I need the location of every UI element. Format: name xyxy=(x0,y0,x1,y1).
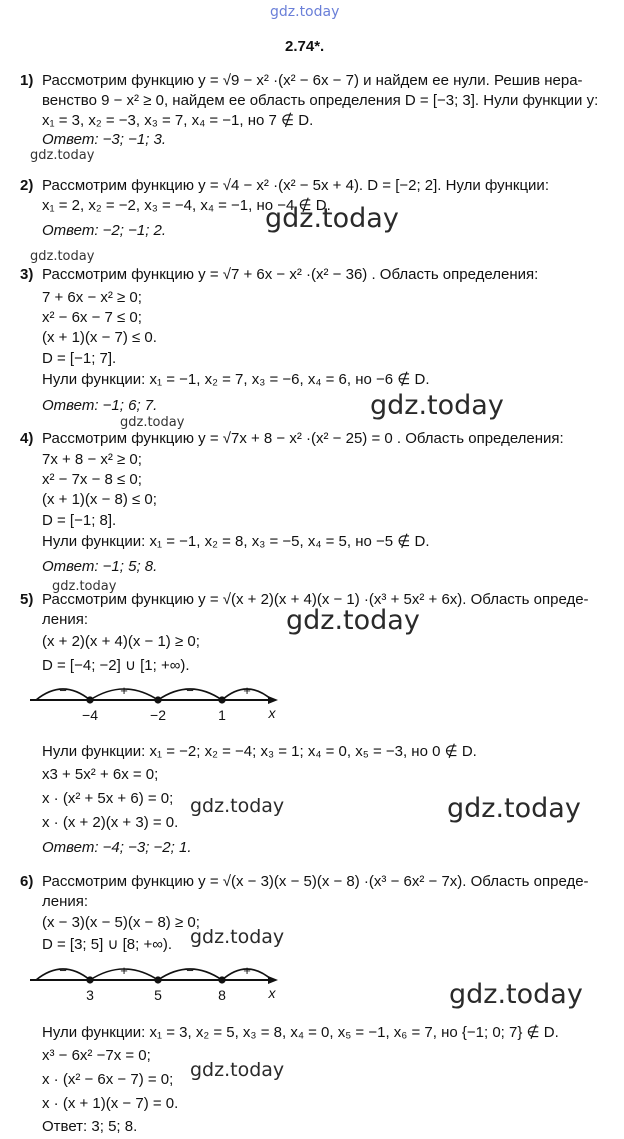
watermark-medium: gdz.today xyxy=(190,1059,285,1081)
answer: Ответ: −2; −1; 2. xyxy=(42,222,167,239)
interval-sign: + xyxy=(243,963,251,978)
text-line: D = [3; 5] ∪ [8; +∞). xyxy=(42,936,173,953)
part-number: 3) xyxy=(20,266,34,283)
axis-point xyxy=(218,976,225,983)
answer: Ответ: −1; 6; 7. xyxy=(42,397,158,414)
part-number: 1) xyxy=(20,72,34,89)
interval-sign: + xyxy=(120,683,128,698)
sign-axis xyxy=(30,680,290,730)
text-line: Нули функции: x₁ = −1, x₂ = 8, x₃ = −5, x₄ = 5, но −5 ∉ D. xyxy=(42,533,430,550)
problem-title: 2.74*. xyxy=(285,38,325,55)
text-line: Нули функции: x₁ = −2; x₂ = −4; x₃ = 1; x₄ = 0, x₅ = −3, но 0 ∉ D. xyxy=(42,743,477,760)
text-line: x₁ = 3, x₂ = −3, x₃ = 7, x₄ = −1, но 7 ∉ D. xyxy=(42,112,314,129)
text-line: Рассмотрим функцию y = √7 + 6x − x² ·(x² − 36) . Область определения: xyxy=(42,266,539,283)
watermark-large: gdz.today xyxy=(447,793,581,824)
answer: Ответ: 3; 5; 8. xyxy=(42,1118,138,1135)
watermark-small: gdz.today xyxy=(52,579,117,594)
watermark-top: gdz.today xyxy=(270,4,340,20)
text-line: 7x + 8 − x² ≥ 0; xyxy=(42,451,142,468)
axis-point-label: −2 xyxy=(150,707,166,723)
watermark-medium: gdz.today xyxy=(190,926,285,948)
text-line: x · (x + 1)(x − 7) = 0. xyxy=(42,1095,179,1112)
interval-sign: − xyxy=(186,683,194,698)
interval-sign: − xyxy=(59,683,67,698)
watermark-large: gdz.today xyxy=(370,390,504,421)
part-number: 5) xyxy=(20,591,34,608)
interval-sign: + xyxy=(120,963,128,978)
text-line: x² − 7x − 8 ≤ 0; xyxy=(42,471,142,488)
answer: Ответ: −3; −1; 3. xyxy=(42,131,167,148)
text-line: Нули функции: x₁ = −1, x₂ = 7, x₃ = −6, x₄ = 6, но −6 ∉ D. xyxy=(42,371,430,388)
text-line: Рассмотрим функцию y = √(x + 2)(x + 4)(x − 1) ·(x³ + 5x² + 6x). Область опреде- xyxy=(42,591,589,608)
answer: Ответ: −1; 5; 8. xyxy=(42,558,158,575)
watermark-large: gdz.today xyxy=(449,979,583,1010)
axis-point xyxy=(154,696,161,703)
text-line: x · (x² − 6x − 7) = 0; xyxy=(42,1071,174,1088)
text-line: 7 + 6x − x² ≥ 0; xyxy=(42,289,142,306)
axis-variable-label: x xyxy=(268,705,276,721)
text-line: (x − 3)(x − 5)(x − 8) ≥ 0; xyxy=(42,914,200,931)
text-line: ления: xyxy=(42,893,89,910)
text-line: Рассмотрим функцию y = √4 − x² ·(x² − 5x + 4). D = [−2; 2]. Нули функции: xyxy=(42,177,549,194)
text-line: Рассмотрим функцию y = √9 − x² ·(x² − 6x − 7) и найдем ее нули. Решив нера- xyxy=(42,72,583,89)
text-line: D = [−1; 8]. xyxy=(42,512,117,529)
sign-axis xyxy=(30,960,290,1010)
text-line: Рассмотрим функцию y = √7x + 8 − x² ·(x² − 25) = 0 . Область определения: xyxy=(42,430,564,447)
text-line: D = [−4; −2] ∪ [1; +∞). xyxy=(42,657,190,674)
text-line: x · (x² + 5x + 6) = 0; xyxy=(42,790,174,807)
part-number: 6) xyxy=(20,873,34,890)
axis-point xyxy=(86,696,93,703)
text-line: венство 9 − x² ≥ 0, найдем ее область определения D = [−3; 3]. Нули функции y: xyxy=(42,92,599,109)
watermark-medium: gdz.today xyxy=(190,795,285,817)
text-line: x₁ = 2, x₂ = −2, x₃ = −4, x₄ = −1, но −4 ∉ D. xyxy=(42,197,331,214)
text-line: Рассмотрим функцию y = √(x − 3)(x − 5)(x − 8) ·(x³ − 6x² − 7x). Область опреде- xyxy=(42,873,589,890)
watermark-small: gdz.today xyxy=(120,415,185,430)
part-number: 4) xyxy=(20,430,34,447)
watermark-small: gdz.today xyxy=(30,249,95,264)
axis-point-label: 3 xyxy=(86,987,94,1003)
text-line: (x + 1)(x − 8) ≤ 0; xyxy=(42,491,157,508)
text-line: (x + 1)(x − 7) ≤ 0. xyxy=(42,329,157,346)
watermark-small: gdz.today xyxy=(30,148,95,163)
axis-point-label: −4 xyxy=(82,707,98,723)
text-line: (x + 2)(x + 4)(x − 1) ≥ 0; xyxy=(42,633,200,650)
watermark-large: gdz.today xyxy=(286,605,420,636)
axis-variable-label: x xyxy=(268,985,276,1001)
text-line: x³ − 6x² −7x = 0; xyxy=(42,1047,151,1064)
axis-point xyxy=(86,976,93,983)
axis-point-label: 1 xyxy=(218,707,226,723)
text-line: x · (x + 2)(x + 3) = 0. xyxy=(42,814,179,831)
axis-point xyxy=(154,976,161,983)
text-line: x² − 6x − 7 ≤ 0; xyxy=(42,309,142,326)
axis-point-label: 5 xyxy=(154,987,162,1003)
watermark-large: gdz.today xyxy=(265,203,399,234)
interval-sign: − xyxy=(59,963,67,978)
part-number: 2) xyxy=(20,177,34,194)
axis-point-label: 8 xyxy=(218,987,226,1003)
text-line: Нули функции: x₁ = 3, x₂ = 5, x₃ = 8, x₄ = 0, x₅ = −1, x₆ = 7, но {−1; 0; 7} ∉ D. xyxy=(42,1024,559,1041)
axis-point xyxy=(218,696,225,703)
text-line: D = [−1; 7]. xyxy=(42,350,117,367)
text-line: x3 + 5x² + 6x = 0; xyxy=(42,766,159,783)
interval-sign: − xyxy=(186,963,194,978)
text-line: ления: xyxy=(42,611,89,628)
interval-sign: + xyxy=(243,683,251,698)
answer: Ответ: −4; −3; −2; 1. xyxy=(42,839,192,856)
